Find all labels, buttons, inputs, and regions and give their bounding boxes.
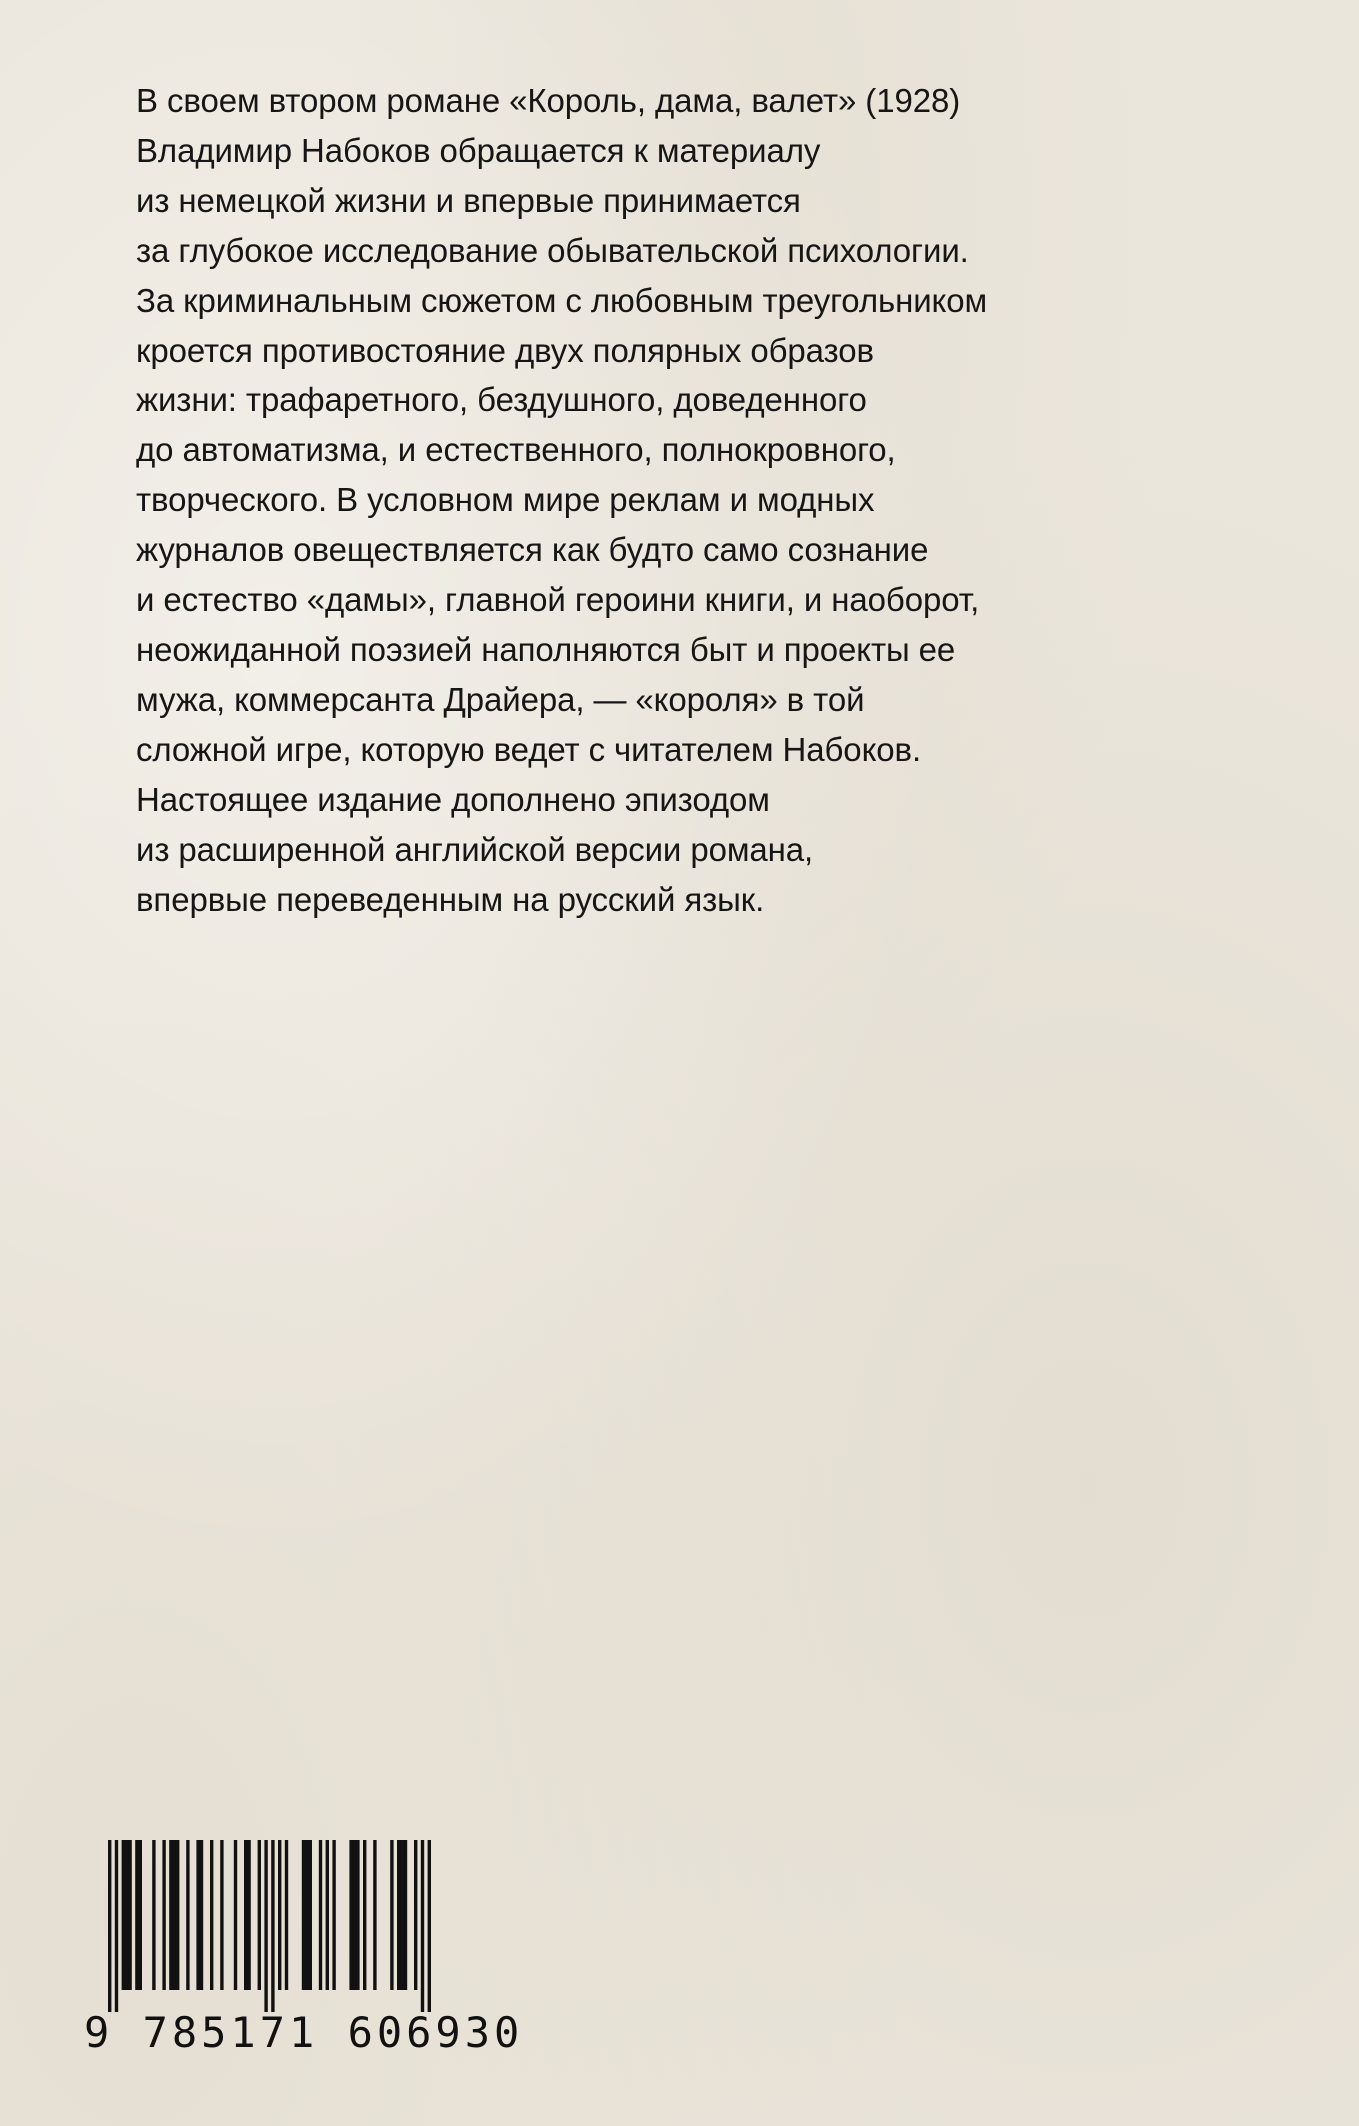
annotation-line: и естество «дамы», главной героини книги, и наоборот, <box>136 581 980 619</box>
barcode-bar <box>332 1840 335 1990</box>
annotation-line: неожиданной поэзией наполняются быт и проекты ее <box>136 630 956 668</box>
barcode-bar <box>210 1840 213 1990</box>
barcode-bar <box>363 1840 366 1990</box>
barcode-guard-bar <box>115 1840 118 2012</box>
barcode-bar <box>414 1840 417 1990</box>
barcode-guard-bar <box>264 1840 267 2012</box>
barcode-bar <box>349 1840 359 1990</box>
annotation-line: за глубокое исследование обывательской психологии. <box>136 231 969 269</box>
barcode-bar <box>390 1840 393 1990</box>
barcode-guard-bar <box>271 1840 274 2012</box>
barcode-bar <box>319 1840 322 1990</box>
barcode-bar <box>162 1840 165 1990</box>
annotation-line: из расширенной английской версии романа, <box>136 830 814 868</box>
barcode-bar <box>152 1840 155 1990</box>
annotation-line: Владимир Набоков обращается к материалу <box>136 131 821 169</box>
annotation-line: сложной игре, которую ведет с читателем Набоков. <box>136 730 922 768</box>
barcode-guard-bar <box>428 1840 431 2012</box>
annotation-line: мужа, коммерсанта Драйера, — «короля» в той <box>136 680 865 718</box>
barcode-bar <box>122 1840 132 1990</box>
book-annotation <box>136 76 1256 924</box>
isbn-barcode <box>84 1840 524 2060</box>
barcode-bar <box>220 1840 223 1990</box>
annotation-line: до автоматизма, и естественного, полнокровного, <box>136 431 896 469</box>
barcode-bar <box>258 1840 261 1990</box>
annotation-line: из немецкой жизни и впервые принимается <box>136 181 801 219</box>
barcode-bar <box>397 1840 407 1990</box>
barcode-bars <box>84 1840 504 2030</box>
barcode-bar <box>135 1840 142 1990</box>
barcode-bar <box>244 1840 251 1990</box>
barcode-guard-bar <box>421 1840 424 2012</box>
barcode-bar <box>285 1840 288 1990</box>
annotation-line: впервые переведенным на русский язык. <box>136 880 765 918</box>
annotation-line: В своем втором романе «Король, дама, валет» (1928) <box>136 82 961 119</box>
barcode-bar <box>169 1840 179 1990</box>
annotation-line: журналов овеществляется как будто само сознание <box>136 531 929 569</box>
barcode-bar <box>326 1840 329 1990</box>
barcode-bar <box>234 1840 237 1990</box>
annotation-line: кроется противостояние двух полярных образов <box>136 331 874 369</box>
annotation-line: творческого. В условном мире реклам и модных <box>136 481 875 519</box>
barcode-guard-bar <box>108 1840 111 2012</box>
barcode-bar <box>196 1840 203 1990</box>
isbn-number: 9 785171 606930 <box>84 2008 524 2057</box>
annotation-line: жизни: трафаретного, бездушного, доведенного <box>136 381 867 419</box>
annotation-line: Настоящее издание дополнено эпизодом <box>136 780 770 818</box>
barcode-bar <box>302 1840 312 1990</box>
barcode-bar <box>186 1840 189 1990</box>
barcode-bar <box>278 1840 281 1990</box>
barcode-bar <box>373 1840 376 1990</box>
annotation-line: За криминальным сюжетом с любовным треугольником <box>136 281 988 319</box>
